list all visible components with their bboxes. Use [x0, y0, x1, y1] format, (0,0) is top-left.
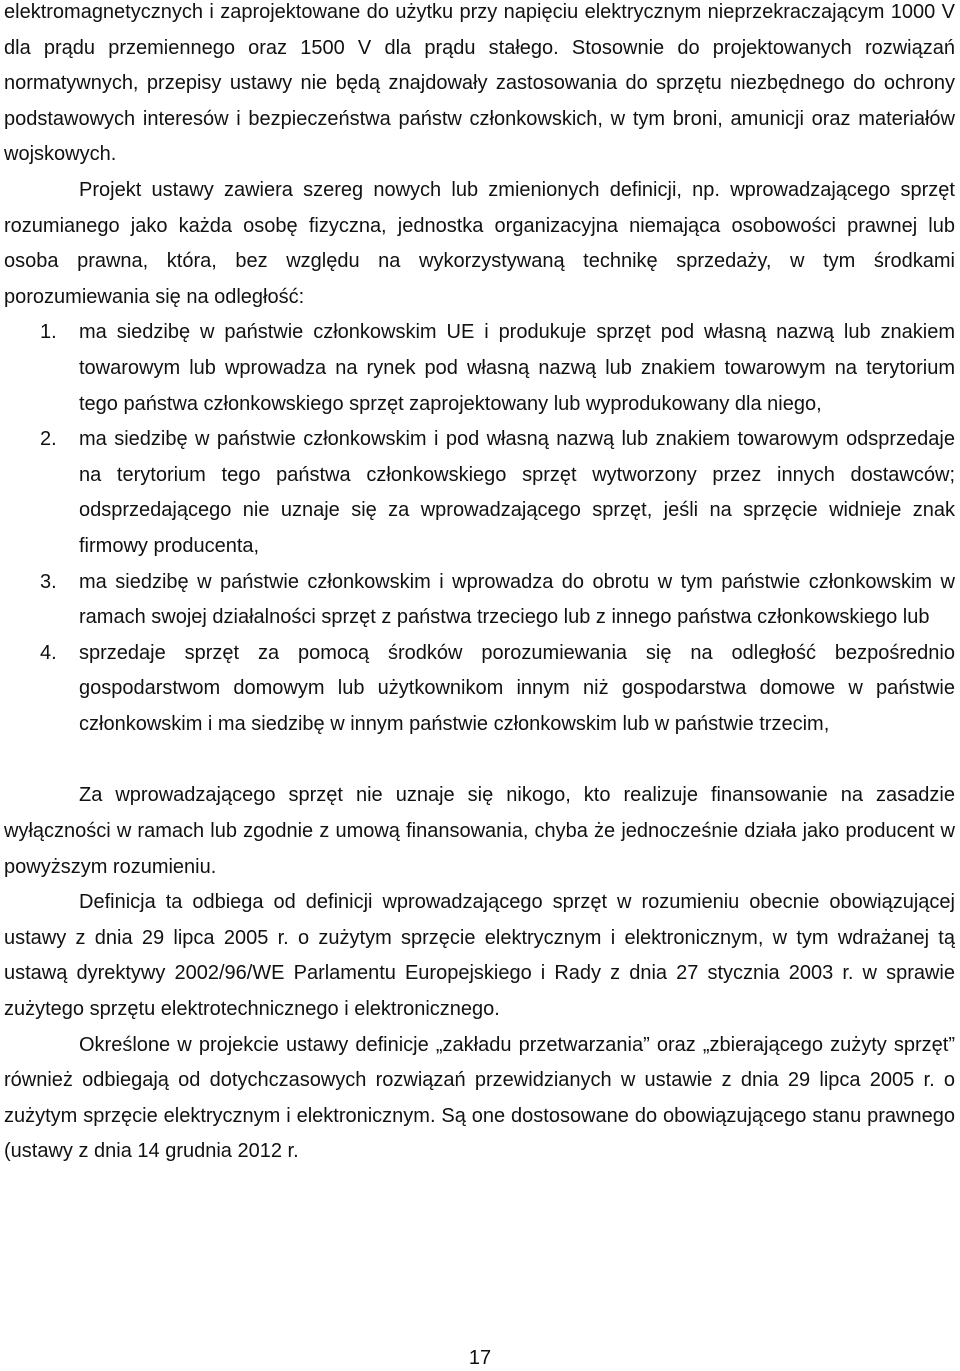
- definition-list: [4, 315, 955, 742]
- list-item-number: 3.: [40, 570, 57, 593]
- definition-difference-paragraph: Definicja ta odbiega od definicji wprowadzającego sprzęt w rozumieniu obecnie obowiązującej ustawy z dnia 29 lipca 2005 r. o zużytym sprzęcie elektrycznym i elektronicznym, w tym wdrażanej tą ustawą dyrektywy 2002/96/WE Parlamentu Europejskiego i Rady z dnia 27 stycznia 2003 r. w sprawie zużytego sprzętu elektrotechnicznego i elektronicznego.: [4, 891, 955, 1021]
- list-item: [4, 636, 955, 743]
- list-item: [4, 315, 955, 422]
- list-item-text: ma siedzibę w państwie członkowskim UE i produkuje sprzęt pod własną nazwą lub znakiem towarowym lub wprowadza na rynek pod własną nazwą lub znakiem towarowym na terytorium tego państwa członkowskiego sprzęt zaprojektowany lub wyprodukowany dla niego,: [79, 321, 955, 415]
- list-item-number: 4.: [40, 641, 57, 664]
- list-item-number: 1.: [40, 321, 57, 344]
- financing-paragraph: Za wprowadzającego sprzęt nie uznaje się nikogo, kto realizuje finansowanie na zasadzie wyłączności w ramach lub zgodnie z umową finansowania, chyba że jednocześnie działa jako producent w powyższym rozumieniu.: [4, 784, 955, 878]
- list-item: [4, 565, 955, 636]
- paragraph-spacer: [4, 742, 955, 778]
- opening-paragraph: elektromagnetycznych i zaprojektowane do użytku przy napięciu elektrycznym nieprzekraczającym 1000 V dla prądu przemiennego oraz 1500 V dla prądu stałego. Stosownie do projektowanych rozwiązań normatywnych, przepisy ustawy nie będą znajdowały zastosowania do sprzętu niezbędnego do ochrony podstawowych interesów i bezpieczeństwa państw członkowskich, w tym broni, amunicji oraz materiałów wojskowych.: [4, 1, 955, 166]
- list-item-text: ma siedzibę w państwie członkowskim i pod własną nazwą lub znakiem towarowym odsprzedaje na terytorium tego państwa członkowskiego sprzęt wytworzony przez innych dostawców; odsprzedającego nie uznaje się za wprowadzającego sprzęt, jeśli na sprzęcie widnieje znak firmowy producenta,: [79, 428, 955, 557]
- document-body: [4, 0, 955, 1170]
- list-item-text: ma siedzibę w państwie członkowskim i wprowadza do obrotu w tym państwie członkowskim w ramach swojej działalności sprzęt z państwa trzeciego lub z innego państwa członkowskiego lub: [79, 570, 955, 629]
- list-item: [4, 422, 955, 564]
- processing-plant-paragraph: Określone w projekcie ustawy definicje „zakładu przetwarzania” oraz „zbierającego zużyty sprzęt” również odbiegają od dotychczasowych rozwiązań przewidzianych w ustawie z dnia 29 lipca 2005 r. o zużytym sprzęcie elektrycznym i elektronicznym. Są one dostosowane do obowiązującego stanu prawnego (ustawy z dnia 14 grudnia 2012 r.: [4, 1033, 955, 1163]
- definitions-intro-paragraph: Projekt ustawy zawiera szereg nowych lub zmienionych definicji, np. wprowadzającego sprzęt rozumianego jako każda osobę fizyczna, jednostka organizacyjna niemająca osobowości prawnej lub osoba prawna, która, bez względu na wykorzystywaną technikę sprzedaży, w tym środkami porozumiewania się na odległość:: [4, 178, 955, 308]
- list-item-text: sprzedaje sprzęt za pomocą środków porozumiewania się na odległość bezpośrednio gospodarstwom domowym lub użytkownikom innym niż gospodarstwa domowe w państwie członkowskim i ma siedzibę w innym państwie członkowskim lub w państwie trzecim,: [79, 641, 955, 735]
- list-item-number: 2.: [40, 428, 57, 451]
- page-number: 17: [468, 1347, 492, 1369]
